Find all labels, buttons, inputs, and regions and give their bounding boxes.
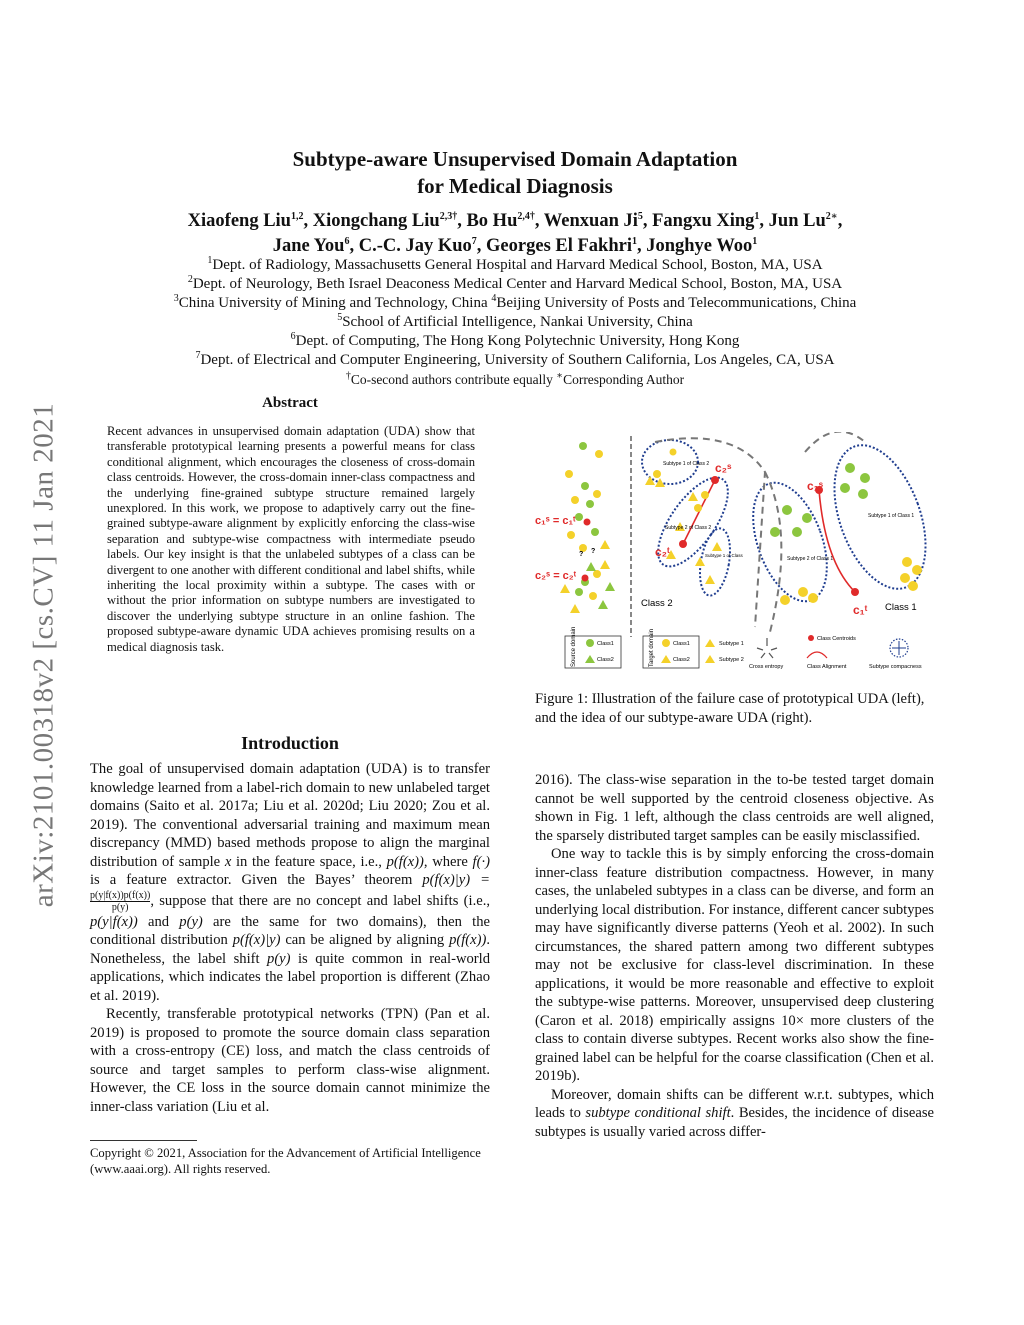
cross-entropy-legend-icon (757, 638, 777, 658)
figure-legend (565, 627, 922, 670)
legend-target-domain: Target domain (649, 628, 655, 667)
c1t-label: c₁ᵗ (853, 603, 868, 617)
subtype2-class1-label: Subtype 2 of Class 1 (787, 556, 834, 562)
svg-text:Class1: Class1 (673, 641, 690, 647)
subtype2-class2-label: Subtype 2 of Class 2 (665, 525, 712, 531)
author-list: Xiaofeng Liu$^{1,2}$, Xiongchang Liu$^{2,3\dagger}$, Bo $Hu^{2,4\dagger}$, Wenxuan Ji$^5$, Fangxu Xing$^1$, Jun $Lu^{2∗}$, Jane You$^6$, C.-C. Jay Kuo$^7$, Georges El Fakhri$^1$, Jonghye Woo$^1$ (187, 210, 843, 256)
left-column-body (90, 760, 490, 1116)
svg-text:?: ? (579, 551, 584, 558)
introduction-heading: Introduction (241, 733, 339, 753)
legend-source-domain: Source domain (571, 626, 577, 667)
intro-paragraph-2: Recently, transferable prototypical networks (TPN) (Pan et al. 2019) is proposed to promote the source domain class separation with a cross-entropy (CE) loss, and match the class centroids of source and target samples to perform class-wise alignment. However, the CE loss in the source domain cannot minimize the inner-class variation (Liu et al. (90, 1006, 490, 1115)
svg-text:Subtype compacness: Subtype compacness (869, 664, 922, 670)
figure-1 (535, 432, 935, 682)
subtype2-class1-ellipse (739, 473, 842, 611)
svg-text:Subtype 1: Subtype 1 (719, 641, 744, 647)
svg-text:Class Alignment: Class Alignment (807, 664, 847, 670)
affiliation-line: $^3$China University of Mining and Technology, China $^4$Beijing University of Posts and Telecommunications, China (173, 293, 857, 311)
c1s-label: c₁ˢ (807, 479, 824, 493)
affiliation-line: $^2$Dept. of Neurology, Beth Israel Deaconess Medical Center and Harvard Medical School, Boston, MA, USA (187, 274, 843, 292)
svg-text:?: ? (591, 548, 596, 555)
affiliation-line: $^6$Dept. of Computing, The Hong Kong Polytechnic University, Hong Kong (290, 331, 740, 349)
subtype1-class2-label: Subtype 1 of Class 2 (663, 461, 710, 467)
abstract-text: Recent advances in unsupervised domain adaptation (UDA) show that transferable prototypical learning presents a powerful means for class conditional alignment, which encourages the closeness of cross-domain class centroids. However, the cross-domain inner-class compactness and the underlying fine-grained subtype structure remained largely unexplored. In this work, we propose to adaptively carry out the fine-grained subtype-aware alignment by explicitly enforcing the class-wise separation and subtype-wise compactness with intermediate pseudo labels. Our key insight is that the unlabeled subtypes of a class can be divergent to one another with different conditional and label shifts, while inheriting the local proximity within a subtype. The cases with or without the prior information on subtype numbers are investigated to discover the underlying subtype structure in an online fashion. The proposed subtype-aware dynamic UDA achieves promising results on a medical diagnosis task. (107, 424, 475, 654)
footnote-rule (90, 1140, 197, 1141)
svg-text:Class2: Class2 (673, 657, 690, 663)
right-paragraph-2: One way to tackle this is by simply enforcing the cross-domain inner-class feature distribution compactness. However, in many cases, the unlabeled subtypes in a class can be diverse, and form an underlying local distribution. For instance, different cancer subtypes may have significantly diverse patterns (Yeoh et al. 2002). In such circumstances, the shared pattern among two different subtypes may not be exclusive for class-level discrimination. In these applications, it would be more reasonable and effective to exploit the subtype-wise patterns. Moreover, unsupervised deep clustering (Caron et al. 2018) empirically assigns 10× more clusters of the class to contain diverse subtypes. Recent works also show the fine-grained label can be helpful for the coarse classification (Chen et al. 2019b). (535, 846, 934, 1084)
svg-text:Cross entropy: Cross entropy (749, 664, 784, 670)
class2-label: Class 2 (641, 598, 673, 609)
intro-paragraph-1: The goal of unsupervised domain adaptation (UDA) is to transfer knowledge learned from a label-rich domain to new unlabeled target domains (Saito et al. 2017a; Liu et al. 2020d; Liu 2020; Zou et al. 2019). The conventional adversarial training and maximum mean discrepancy (MMD) based methods propose to align the marginal distribution of sample x in the feature space, i.e., p(f(x)), where f(·) is a feature extractor. Given the Bayes’ theorem p(f(x)|y) = $\frac{p(y|f(x))p(f(x))}{p(y)}$ , suppose that there are no concept and label shifts (i.e., p(y|f(x)) and p(y) are the same for two domains), then the conditional distribution p(f(x)|y) can be aligned by aligning p(f(x)). Nonetheless, the label shift p(y) is quite common in real-world applications, which indicates the label proportion is different (Zhao et al. 2019). (90, 761, 490, 1004)
c2s-label: c₂ˢ (715, 461, 732, 475)
svg-text:Class Centroids: Class Centroids (817, 636, 856, 642)
affiliations (95, 256, 935, 389)
paper-title: Subtype-aware Unsupervised Domain Adaptation for Medical Diagnosis (292, 147, 738, 198)
svg-text:Class1: Class1 (597, 641, 614, 647)
class-alignment-legend-icon (807, 652, 827, 658)
left-panel-points (560, 442, 615, 613)
arxiv-identifier: arXiv:2101.00318v2 [cs.CV] 11 Jan 2021 (27, 402, 60, 908)
c2t-label: c₂ᵗ (655, 545, 670, 559)
affiliation-line: †Co-second authors contribute equally ∗Corresponding Author (345, 370, 685, 387)
class-separation-arc (765, 472, 781, 632)
abstract-heading: Abstract (262, 395, 318, 411)
svg-text:Class2: Class2 (597, 657, 614, 663)
right-paragraph-3: Moreover, domain shifts can be different w.r.t. subtypes, which leads to subtype conditional shift. Besides, the incidence of disease subtypes is usually varied across differ- (535, 1086, 934, 1140)
left-centroid-c1-label: c₁ˢ = c₁ᵗ (535, 515, 576, 527)
right-paragraph-1: 2016). The class-wise separation in the to-be tested target domain cannot be well supported by the centroid closeness objective. As shown in Fig. 1 left, although the class centroids are well aligned, the sparsely distributed target samples can be easily misclassified. (535, 772, 934, 844)
subtype1-class1-label: Subtype 1 of Class 1 (868, 513, 915, 519)
class1-boundary-arc (805, 432, 865, 452)
subtype1-class-label: Subtype 1 of Class (705, 553, 743, 558)
affiliation-line: $^1$Dept. of Radiology, Massachusetts General Hospital and Harvard Medical School, Boston, MA, USA (207, 255, 823, 273)
figure-caption: Figure 1: Illustration of the failure case of prototypical UDA (left), and the idea of our subtype-aware UDA (right). (535, 691, 925, 726)
right-column-body (535, 771, 934, 1141)
left-centroid-c2-label: c₂ˢ = c₂ᵗ (535, 570, 577, 582)
affiliation-line: $^5$School of Artificial Intelligence, Nankai University, China (337, 312, 693, 330)
copyright-footnote: Copyright © 2021, Association for the Advancement of Artificial Intelligence (www.aaai.org). All rights reserved. (90, 1146, 481, 1176)
svg-text:Subtype 2: Subtype 2 (719, 657, 744, 663)
class1-label: Class 1 (885, 602, 917, 613)
affiliation-line: $^7$Dept. of Electrical and Computer Engineering, University of Southern California, Los Angeles, CA, USA (195, 350, 835, 368)
